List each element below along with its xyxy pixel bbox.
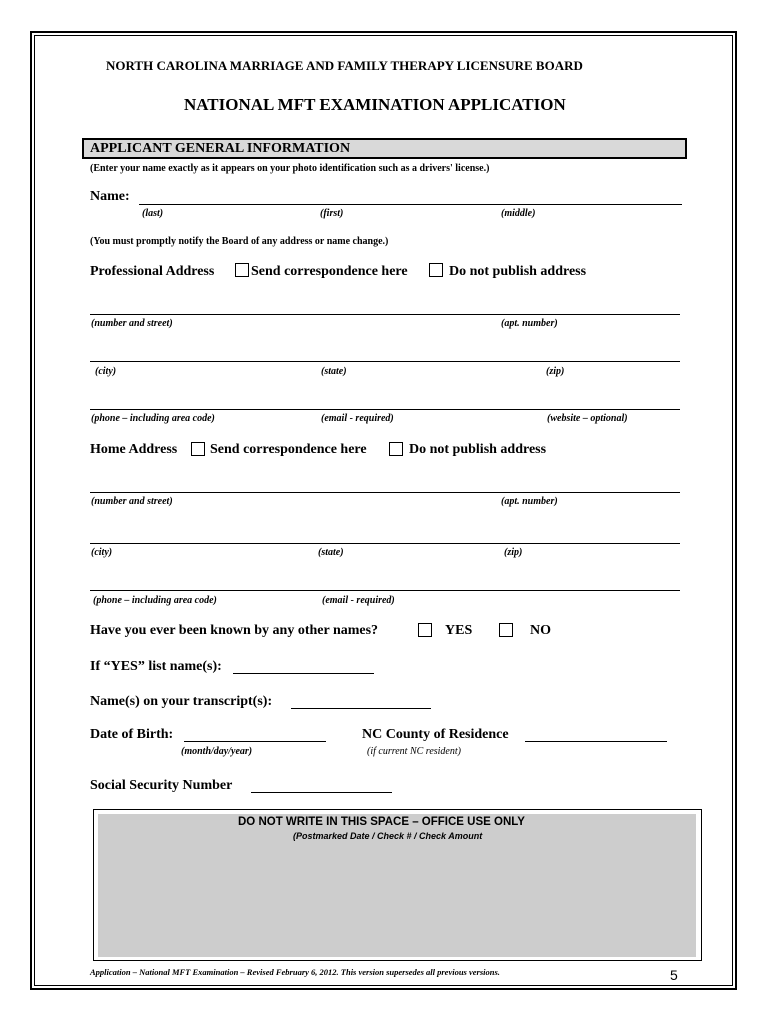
home-send-correspondence-label: Send correspondence here: [210, 442, 367, 457]
name-label: Name:: [90, 189, 130, 204]
home-do-not-publish-label: Do not publish address: [409, 442, 547, 457]
prof-street-hint: (number and street): [91, 318, 173, 329]
home-city-field[interactable]: [90, 543, 680, 544]
office-use-title: DO NOT WRITE IN THIS SPACE – OFFICE USE ONLY: [238, 816, 525, 828]
home-phone-field[interactable]: [90, 590, 680, 591]
prof-email-hint: (email - required): [321, 413, 394, 424]
home-do-not-publish-checkbox[interactable]: [389, 442, 403, 456]
form-title: NATIONAL MFT EXAMINATION APPLICATION: [184, 95, 566, 114]
home-send-correspondence-checkbox[interactable]: [191, 442, 205, 456]
home-address-label: Home Address: [90, 442, 178, 457]
home-state-hint: (state): [318, 547, 344, 558]
name-field[interactable]: [139, 204, 682, 205]
home-street-hint: (number and street): [91, 496, 173, 507]
dob-hint: (month/day/year): [181, 746, 253, 757]
ssn-field[interactable]: [251, 792, 392, 793]
footer-text: Application – National MFT Examination – Revised February 6, 2012. This version supersedes all previous versions.: [90, 967, 500, 977]
other-names-no-checkbox[interactable]: [499, 623, 513, 637]
prof-zip-hint: (zip): [546, 366, 565, 377]
ssn-label: Social Security Number: [90, 778, 233, 793]
prof-street-field[interactable]: [90, 314, 680, 315]
prof-website-hint: (website – optional): [547, 413, 628, 424]
prof-do-not-publish-label: Do not publish address: [449, 264, 587, 279]
prof-city-hint: (city): [95, 366, 117, 377]
prof-send-correspondence-checkbox[interactable]: [235, 263, 249, 277]
board-name: NORTH CAROLINA MARRIAGE AND FAMILY THERAPY LICENSURE BOARD: [106, 58, 583, 73]
name-first-hint: (first): [320, 208, 344, 219]
prof-phone-field[interactable]: [90, 409, 680, 410]
other-names-question: Have you ever been known by any other names?: [90, 623, 379, 638]
page-number: 5: [670, 967, 678, 983]
prof-send-correspondence-label: Send correspondence here: [251, 264, 408, 279]
other-names-yes-checkbox[interactable]: [418, 623, 432, 637]
other-names-yes-label: YES: [445, 623, 473, 638]
prof-phone-hint: (phone – including area code): [91, 413, 215, 424]
prof-apt-hint: (apt. number): [501, 318, 558, 329]
transcript-names-field[interactable]: [291, 708, 431, 709]
home-city-hint: (city): [91, 547, 113, 558]
home-apt-hint: (apt. number): [501, 496, 558, 507]
notify-note: (You must promptly notify the Board of any address or name change.): [90, 236, 389, 247]
prof-state-hint: (state): [321, 366, 347, 377]
home-email-hint: (email - required): [322, 595, 395, 606]
county-field[interactable]: [525, 741, 667, 742]
office-use-subtitle: (Postmarked Date / Check # / Check Amount: [293, 831, 483, 841]
section-note: (Enter your name exactly as it appears on your photo identification such as a drivers' license.): [90, 163, 490, 174]
county-label: NC County of Residence: [362, 727, 509, 742]
dob-field[interactable]: [184, 741, 326, 742]
professional-address-label: Professional Address: [90, 264, 215, 279]
transcript-names-label: Name(s) on your transcript(s):: [90, 694, 273, 709]
home-phone-hint: (phone – including area code): [93, 595, 217, 606]
name-last-hint: (last): [142, 208, 164, 219]
home-street-field[interactable]: [90, 492, 680, 493]
other-names-no-label: NO: [530, 623, 551, 638]
section-title: APPLICANT GENERAL INFORMATION: [90, 141, 351, 156]
if-yes-label: If “YES” list name(s):: [90, 659, 222, 674]
prof-city-field[interactable]: [90, 361, 680, 362]
dob-label: Date of Birth:: [90, 727, 174, 742]
prof-do-not-publish-checkbox[interactable]: [429, 263, 443, 277]
if-yes-field[interactable]: [233, 673, 374, 674]
home-zip-hint: (zip): [504, 547, 523, 558]
name-middle-hint: (middle): [501, 208, 536, 219]
county-hint: (if current NC resident): [367, 746, 461, 757]
